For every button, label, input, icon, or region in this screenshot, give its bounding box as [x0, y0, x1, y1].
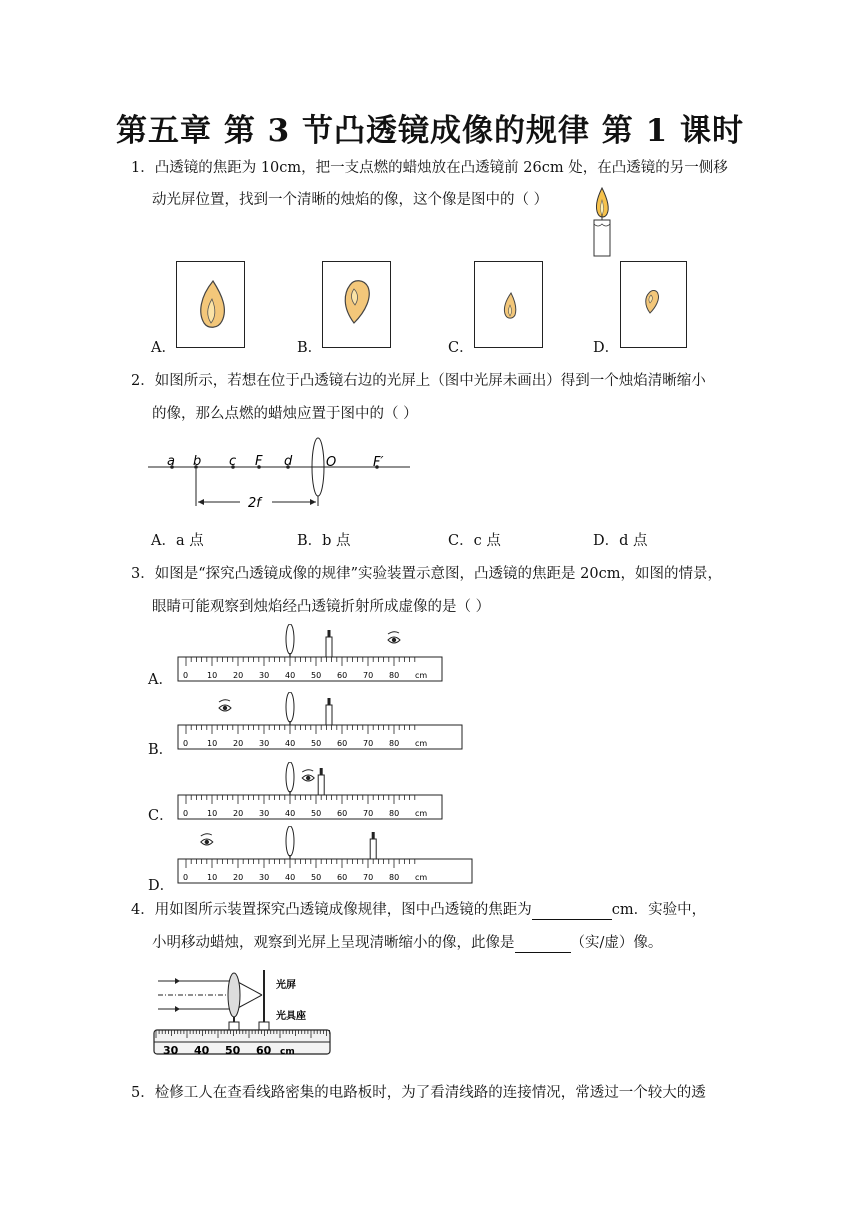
- focal-length-blank[interactable]: [532, 903, 612, 920]
- ruler-tick-label: 30: [259, 809, 270, 818]
- candle: [326, 637, 332, 657]
- screen-label: 光屏: [276, 980, 296, 991]
- q4-text-line2: 小明移动蜡烛，观察到光屏上呈现清晰缩小的像，此像是 （实/虚）像。: [152, 935, 663, 951]
- ruler-tick-label: 50: [311, 873, 322, 882]
- ruler-tick-label: cm: [415, 809, 428, 818]
- point-label-f: F: [255, 454, 263, 469]
- q1-text-line1: 1．凸透镜的焦距为 10cm，把一支点燃的蜡烛放在凸透镜前 26cm 处，在凸透镜的另一侧移: [131, 160, 728, 176]
- ruler-tick-label: 0: [183, 873, 189, 882]
- ruler-tick-label: 50: [311, 739, 322, 748]
- ruler-tick-label: 30: [259, 671, 270, 680]
- ruler-tick-label: 0: [183, 739, 189, 748]
- ruler-tick-label: 80: [389, 809, 400, 818]
- q4-text-line1: 4．用如图所示装置探究凸透镜成像规律，图中凸透镜的焦距为 cm．实验中，: [131, 902, 707, 918]
- svg-text:30: 30: [163, 1044, 179, 1057]
- ruler-tick-label: 70: [363, 671, 374, 680]
- ruler-tick-label: 50: [311, 671, 322, 680]
- q3-bench-b: [176, 692, 466, 754]
- q3-option-c[interactable]: C．: [148, 808, 174, 824]
- ruler-tick-label: 40: [285, 671, 296, 680]
- ruler-tick-label: 60: [337, 809, 348, 818]
- ruler-tick-label: 40: [285, 809, 296, 818]
- dimension-label-2f: 2f: [248, 496, 261, 511]
- ruler-tick-label: 40: [285, 873, 296, 882]
- q4-apparatus-figure: [150, 966, 340, 1062]
- q1-image-c: [474, 261, 544, 349]
- convex-lens: [286, 624, 294, 654]
- ruler-tick-label: 20: [233, 739, 244, 748]
- svg-text:40: 40: [194, 1044, 210, 1057]
- q2-lens-figure: [148, 436, 413, 518]
- point-label-f-prime: F′: [373, 455, 384, 470]
- q2-option-a[interactable]: A．a 点: [151, 533, 204, 549]
- ruler-tick-label: 10: [207, 809, 218, 818]
- q3-text-line2: 眼睛可能观察到烛焰经凸透镜折射所成虚像的是（ ）: [152, 599, 491, 615]
- convex-lens: [286, 692, 294, 722]
- optical-bench-label: 光具座: [276, 1011, 306, 1022]
- convex-lens: [286, 826, 294, 856]
- q1-image-b: [322, 261, 392, 349]
- ruler-tick-label: 60: [337, 873, 348, 882]
- ruler-tick-label: cm: [415, 873, 428, 882]
- q1-option-d[interactable]: D．: [593, 340, 620, 356]
- q3-bench-d: [176, 826, 476, 888]
- ruler-tick-label: cm: [415, 739, 428, 748]
- q1-option-b[interactable]: B．: [297, 340, 323, 356]
- point-label-a: a: [167, 454, 175, 469]
- q1-image-d: [620, 261, 688, 349]
- convex-lens: [286, 762, 294, 792]
- q2-option-b[interactable]: B．b 点: [297, 533, 351, 549]
- ruler-tick-label: 70: [363, 873, 374, 882]
- candle: [370, 839, 376, 859]
- ruler-tick-label: 0: [183, 671, 189, 680]
- q2-text-line2: 的像，那么点燃的蜡烛应置于图中的（ ）: [152, 406, 418, 422]
- ruler-tick-label: 10: [207, 671, 218, 680]
- ruler-tick-label: 20: [233, 671, 244, 680]
- q1-text-line2: 动光屏位置，找到一个清晰的烛焰的像，这个像是图中的（ ）: [152, 192, 549, 208]
- candle: [318, 775, 324, 795]
- point-label-o: O: [326, 455, 337, 470]
- q2-text-line1: 2．如图所示，若想在位于凸透镜右边的光屏上（图中光屏未画出）得到一个烛焰清晰缩小: [131, 373, 706, 389]
- q5-text-line1: 5．检修工人在查看线路密集的电路板时，为了看清线路的连接情况，常透过一个较大的透: [131, 1085, 706, 1101]
- point-label-b: b: [193, 454, 202, 469]
- ruler-tick-label: 30: [259, 739, 270, 748]
- svg-text:50: 50: [225, 1044, 241, 1057]
- ruler-tick-label: 70: [363, 739, 374, 748]
- ruler-tick-label: 20: [233, 809, 244, 818]
- image-type-blank[interactable]: [515, 936, 571, 953]
- ruler-tick-label: 30: [259, 873, 270, 882]
- point-label-d: d: [284, 454, 293, 469]
- q3-text-line1: 3．如图是“探究凸透镜成像的规律”实验装置示意图，凸透镜的焦距是 20cm，如图的情景，: [131, 566, 722, 582]
- q1-image-a: [176, 261, 246, 349]
- q1-option-c[interactable]: C．: [448, 340, 474, 356]
- ruler-tick-label: 0: [183, 809, 189, 818]
- candle: [326, 705, 332, 725]
- ruler-tick-label: 20: [233, 873, 244, 882]
- q2-option-d[interactable]: D．d 点: [593, 533, 648, 549]
- q3-option-a[interactable]: A．: [148, 672, 173, 688]
- ruler-tick-label: 10: [207, 873, 218, 882]
- q3-option-d[interactable]: D．: [148, 878, 175, 894]
- ruler-tick-label: 70: [363, 809, 374, 818]
- q1-option-a[interactable]: A．: [151, 340, 176, 356]
- svg-text:60: 60: [256, 1044, 272, 1057]
- candle-figure: [588, 184, 616, 258]
- ruler-tick-label: 60: [337, 671, 348, 680]
- page-title: 第五章 第 3 节凸透镜成像的规律 第 1 课时: [116, 113, 744, 149]
- ruler-tick-label: 80: [389, 739, 400, 748]
- q3-bench-c: [176, 762, 446, 822]
- ruler-tick-label: 10: [207, 739, 218, 748]
- ruler-tick-label: 60: [337, 739, 348, 748]
- ruler-tick-label: cm: [415, 671, 428, 680]
- point-label-c: c: [229, 454, 237, 469]
- q2-option-c[interactable]: C．c 点: [448, 533, 501, 549]
- ruler-tick-label: 50: [311, 809, 322, 818]
- q3-option-b[interactable]: B．: [148, 742, 174, 758]
- ruler-tick-label: 80: [389, 873, 400, 882]
- ruler-tick-label: 80: [389, 671, 400, 680]
- svg-text:cm: cm: [280, 1047, 295, 1057]
- q3-bench-a: [176, 624, 446, 686]
- ruler-tick-label: 40: [285, 739, 296, 748]
